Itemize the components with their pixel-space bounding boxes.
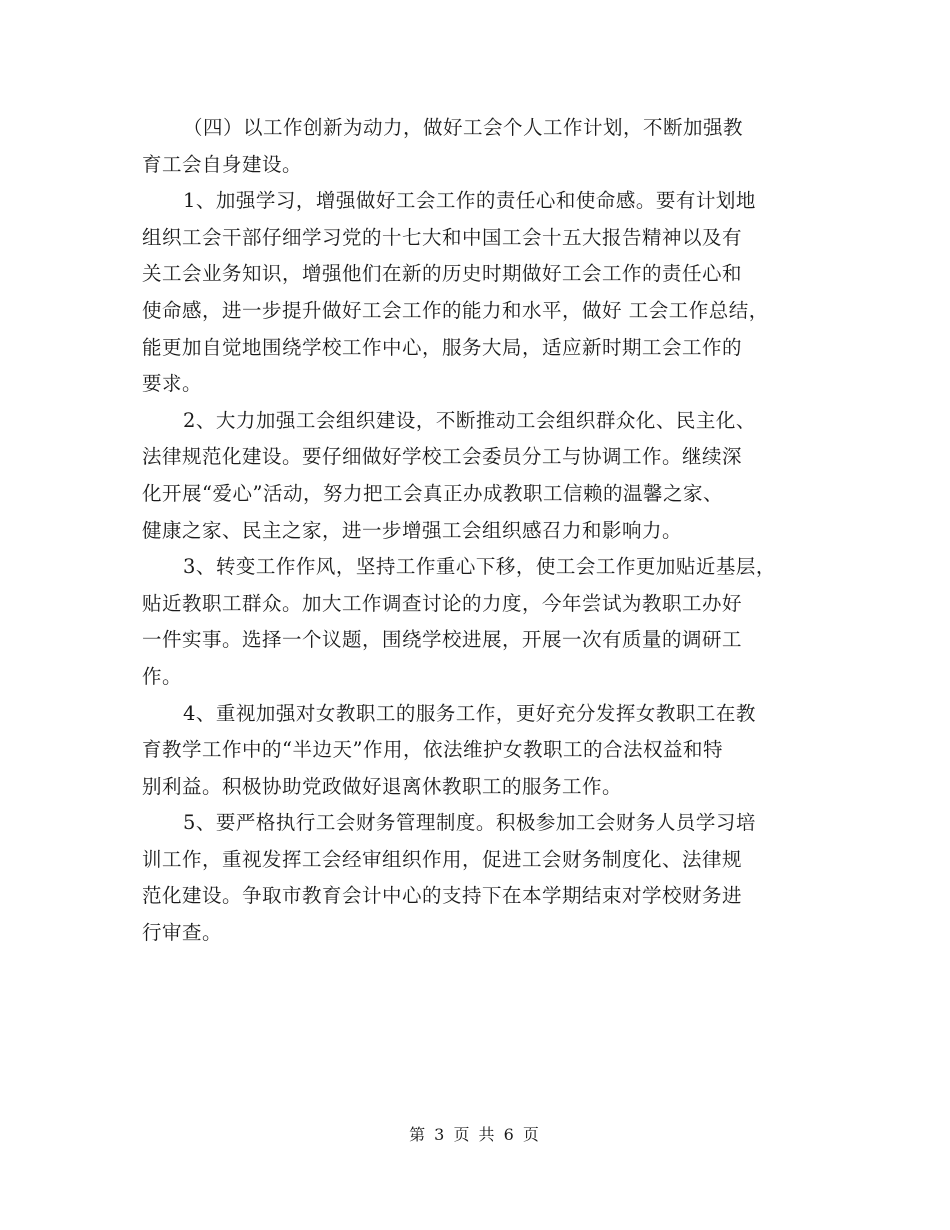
text-line: 化开展“爱心”活动，努力把工会真正办成教职工信赖的温馨之家、	[142, 481, 723, 505]
text-line: 组织工会干部仔细学习党的十七大和中国工会十五大报告精神以及有	[142, 225, 743, 249]
page-number-footer: 第 3 页 共 6 页	[409, 1125, 541, 1144]
heading-section-4: （四）以工作创新为动力，做好工会个人工作计划，不断加强教	[183, 116, 744, 139]
text-line: 行审查。	[142, 921, 223, 945]
paragraph-4-start: 4、重视加强对女教职工的服务工作，更好充分发挥女教职工在教	[183, 701, 756, 725]
text-line: 贴近教职工群众。加大工作调查讨论的力度，今年尝试为教职工办好	[142, 591, 743, 615]
text-line: 作。	[142, 664, 183, 688]
text-line: 别利益。积极协助党政做好退离休教职工的服务工作。	[142, 774, 623, 798]
text-line: 范化建设。争取市教育会计中心的支持下在本学期结束对学校财务进	[142, 884, 743, 908]
text-line: 使命感，进一步提升做好工会工作的能力和水平，做好 工会工作总结，	[142, 298, 769, 322]
text-line: 能更加自觉地围绕学校工作中心，服务大局，适应新时期工会工作的	[142, 335, 743, 359]
paragraph-5-start: 5、要严格执行工会财务管理制度。积极参加工会财务人员学习培	[183, 811, 756, 835]
text-line: 要求。	[142, 372, 203, 396]
text-line: 育教学工作中的“半边天”作用，依法维护女教职工的合法权益和特	[142, 738, 723, 762]
paragraph-3-start: 3、转变工作作风，坚持工作重心下移，使工会工作更加贴近基层，	[183, 555, 776, 579]
paragraph-1-start: 1、加强学习，增强做好工会工作的责任心和使命感。要有计划地	[183, 189, 756, 213]
paragraph-2-start: 2、大力加强工会组织建设，不断推动工会组织群众化、民主化、	[183, 408, 756, 432]
text-line: 健康之家、民主之家，进一步增强工会组织感召力和影响力。	[142, 518, 683, 542]
text-line: 育工会自身建设。	[142, 152, 303, 176]
document-body	[142, 110, 822, 952]
text-line: 关工会业务知识，增强他们在新的历史时期做好工会工作的责任心和	[142, 262, 743, 286]
text-line: 法律规范化建设。要仔细做好学校工会委员分工与协调工作。继续深	[142, 445, 743, 469]
text-line: 一件实事。选择一个议题，围绕学校进展，开展一次有质量的调研工	[142, 628, 743, 652]
text-line: 训工作，重视发挥工会经审组织作用，促进工会财务制度化、法律规	[142, 847, 743, 871]
